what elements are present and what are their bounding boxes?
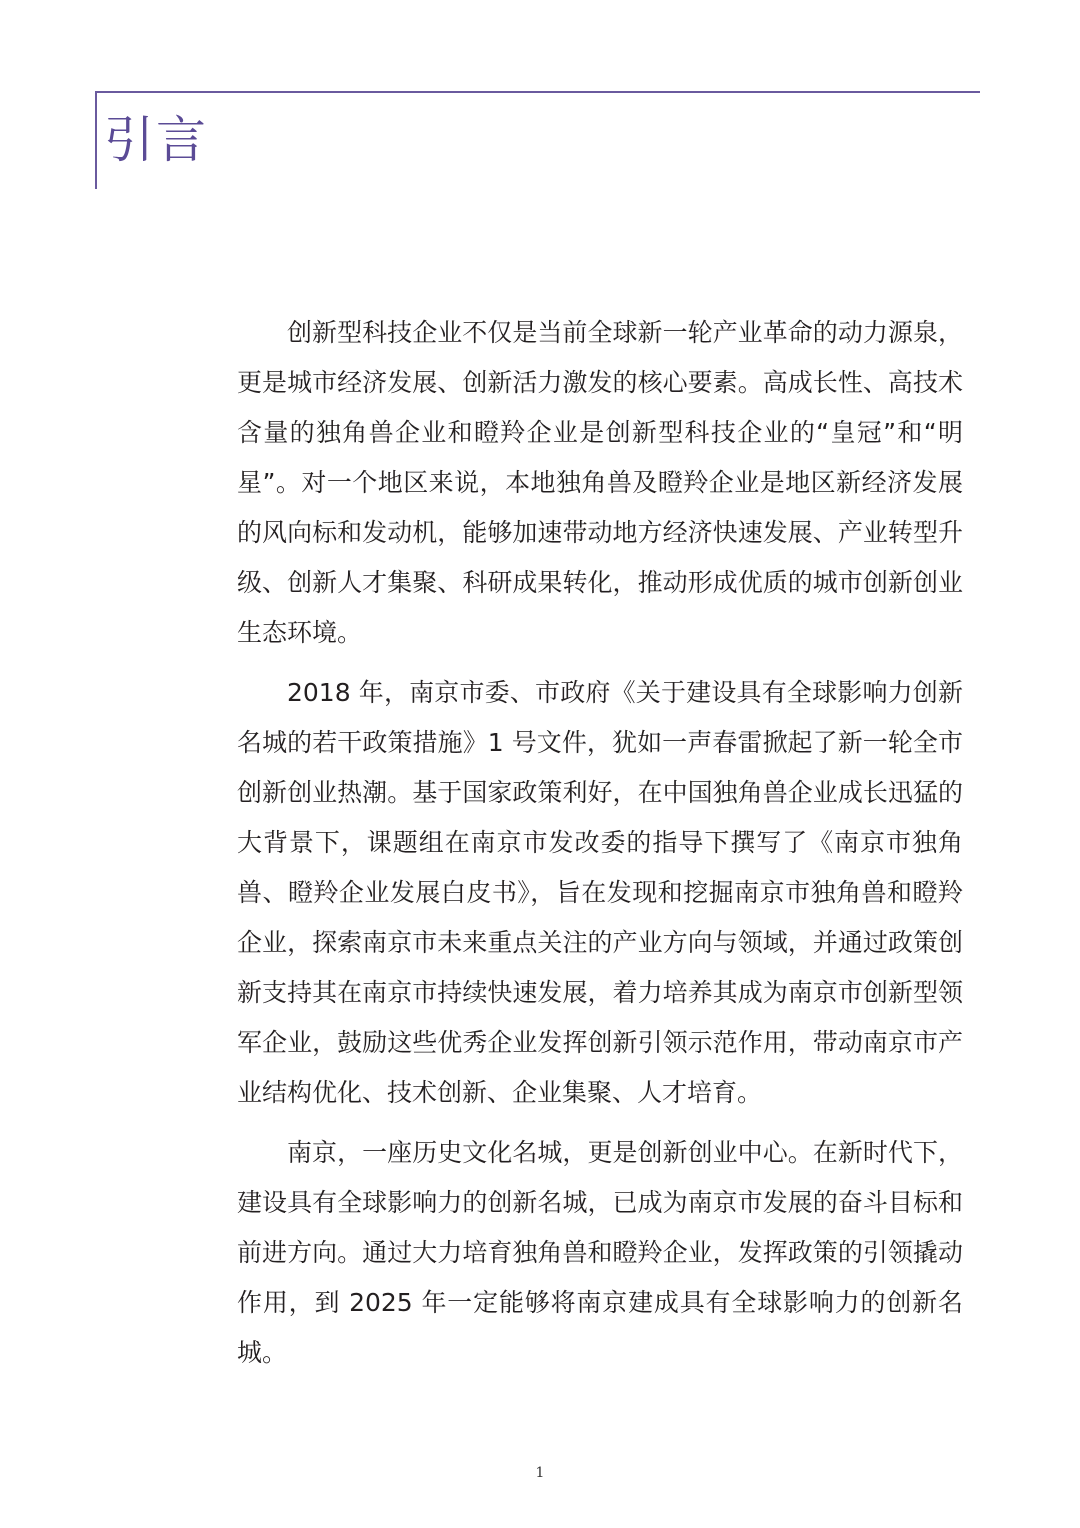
paragraph-1: 创新型科技企业不仅是当前全球新一轮产业革命的动力源泉，更是城市经济发展、创新活力激发的核心要素。高成长性、高技术含量的独角兽企业和瞪羚企业是创新型科技企业的“皇冠”和“明星”。对一个地区来说，本地独角兽及瞪羚企业是地区新经济发展的风向标和发动机，能够加速带动地方经济快速发展、产业转型升级、创新人才集聚、科研成果转化，推动形成优质的城市创新创业生态环境。 [237,318,963,647]
body-text [237,308,963,1388]
page-number: 1 [535,1465,545,1481]
paragraph-3: 南京，一座历史文化名城，更是创新创业中心。在新时代下，建设具有全球影响力的创新名城，已成为南京市发展的奋斗目标和前进方向。通过大力培育独角兽和瞪羚企业，发挥政策的引领撬动作用，到 2025 年一定能够将南京建成具有全球影响力的创新名城。 [237,1138,963,1367]
paragraph-2: 2018 年，南京市委、市政府《关于建设具有全球影响力创新名城的若干政策措施》1 号文件，犹如一声春雷掀起了新一轮全市创新创业热潮。基于国家政策利好，在中国独角兽企业成长迅猛的大背景下，课题组在南京市发改委的指导下撰写了《南京市独角兽、瞪羚企业发展白皮书》，旨在发现和挖掘南京市独角兽和瞪羚企业，探索南京市未来重点关注的产业方向与领域，并通过政策创新支持其在南京市持续快速发展，着力培养其成为南京市创新型领军企业，鼓励这些优秀企业发挥创新引领示范作用，带动南京市产业结构优化、技术创新、企业集聚、人才培育。 [237,678,963,1107]
heading-frame-left-rule [95,91,97,189]
heading-frame-top-rule [95,91,980,93]
section-title: 引言 [104,111,208,169]
